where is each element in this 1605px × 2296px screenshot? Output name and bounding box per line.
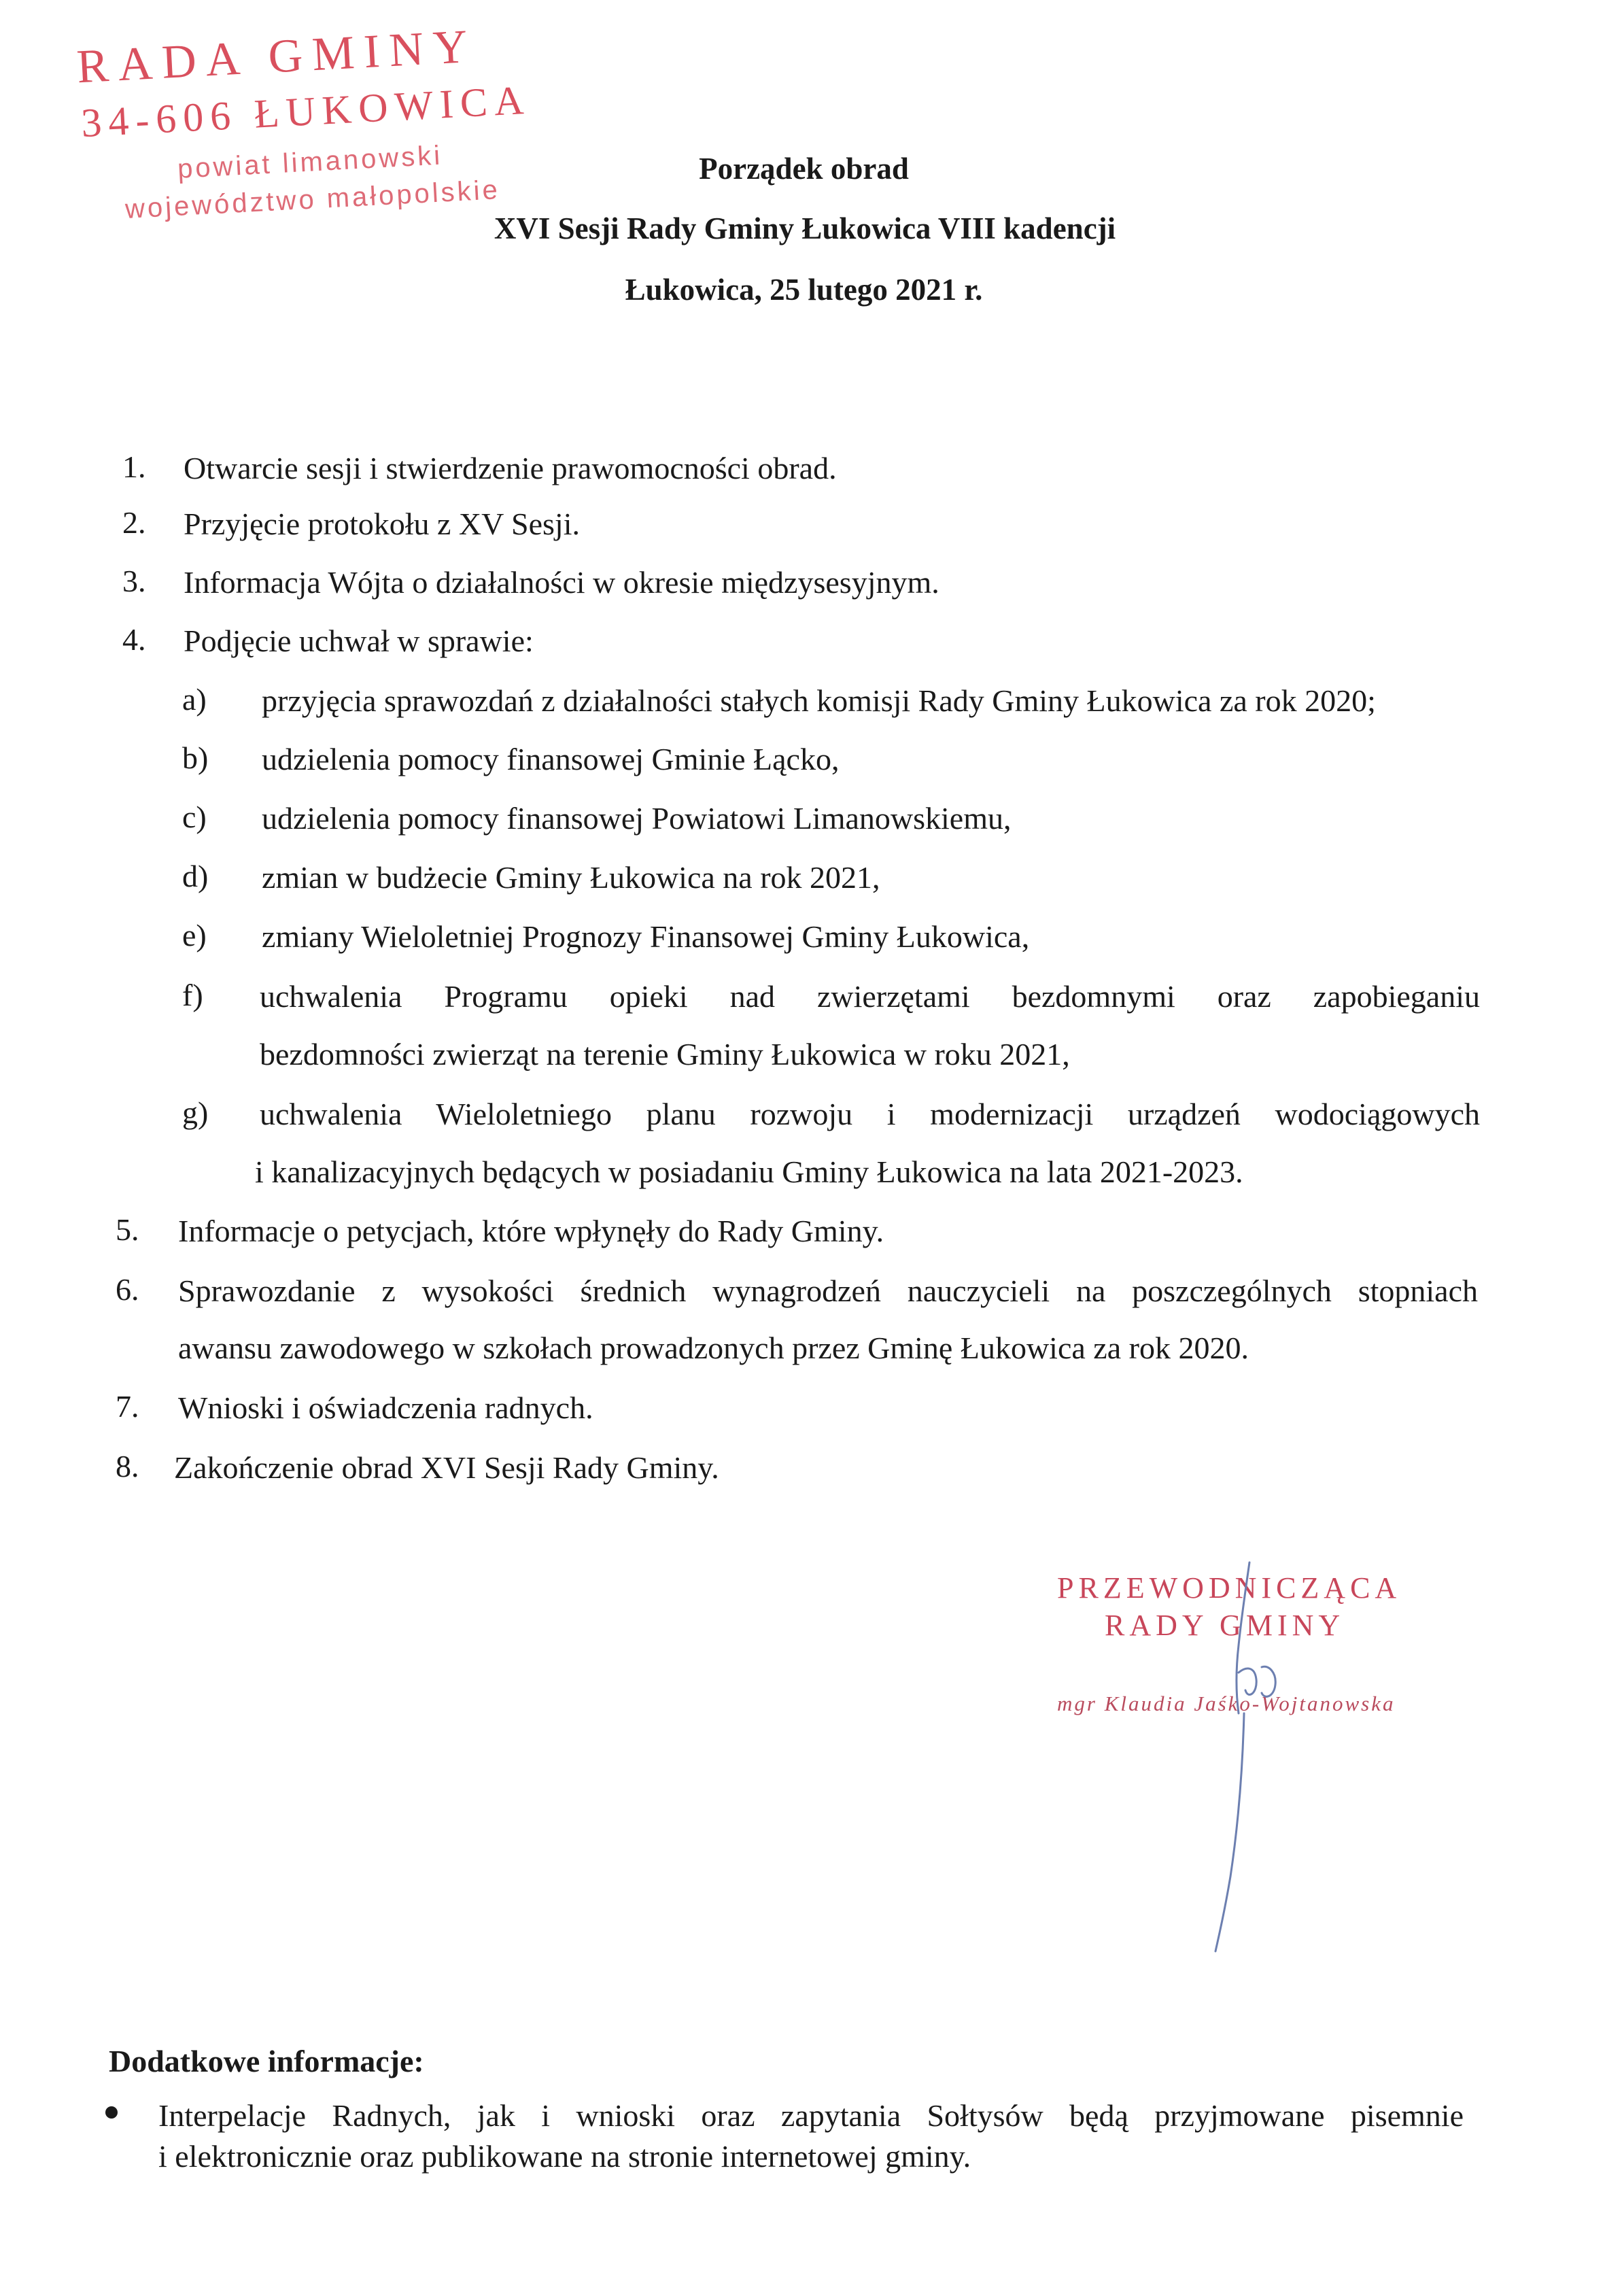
additional-info-text xyxy=(158,2095,1464,2177)
agenda-number: 7. xyxy=(116,1389,139,1424)
stamp-line-county: powiat limanowski xyxy=(176,140,444,184)
additional-info-heading: Dodatkowe informacje: xyxy=(109,2044,424,2078)
document-date: Łukowica, 25 lutego 2021 r. xyxy=(625,273,983,307)
agenda-item-text: Wnioski i oświadczenia radnych. xyxy=(178,1390,593,1425)
stamp-line-voivodeship: województwo małopolskie xyxy=(124,175,501,224)
document-subtitle: XVI Sesji Rady Gminy Łukowica VIII kadencji xyxy=(494,211,1116,245)
subitem-text: przyjęcia sprawozdań z działalności stałych komisji Rady Gminy Łukowica za rok 2020; xyxy=(262,683,1376,718)
subitem-text: uchwalenia Wieloletniego planu rozwoju i modernizacji urządzeń wodociągowych xyxy=(260,1097,1480,1131)
agenda-number: 6. xyxy=(116,1272,139,1307)
agenda-item-text: Otwarcie sesji i stwierdzenie prawomocności obrad. xyxy=(184,451,837,485)
signature-name: mgr Klaudia Jaśko-Wojtanowska xyxy=(1057,1692,1396,1715)
agenda-number: 5. xyxy=(116,1212,139,1247)
agenda-number: 1. xyxy=(122,449,146,484)
subitem-letter: c) xyxy=(182,800,207,834)
agenda-number: 3. xyxy=(122,564,146,598)
subitem-letter: d) xyxy=(182,859,209,893)
agenda-item-text: Informacje o petycjach, które wpłynęły do Rady Gminy. xyxy=(178,1214,884,1248)
signature-role: PRZEWODNICZĄCA xyxy=(1057,1571,1402,1605)
stamp-line-address: 34-606 ŁUKOWICA xyxy=(80,77,532,146)
subitem-text-continued: i kanalizacyjnych będących w posiadaniu Gminy Łukowica na lata 2021-2023. xyxy=(255,1154,1243,1189)
agenda-item-text: Podjęcie uchwał w sprawie: xyxy=(184,623,534,658)
agenda-item-text: Zakończenie obrad XVI Sesji Rady Gminy. xyxy=(174,1450,719,1485)
subitem-text: uchwalenia Programu opieki nad zwierzętami bezdomnymi oraz zapobieganiu xyxy=(260,979,1480,1014)
additional-info-line: i elektronicznie oraz publikowane na stronie internetowej gminy. xyxy=(158,2138,971,2174)
signature-body: RADY GMINY xyxy=(1105,1609,1345,1642)
document-title: Porządek obrad xyxy=(699,152,909,186)
subitem-text-continued: bezdomności zwierząt na terenie Gminy Łukowica w roku 2021, xyxy=(260,1037,1070,1072)
agenda-item-text-continued: awansu zawodowego w szkołach prowadzonych przez Gminę Łukowica za rok 2020. xyxy=(178,1331,1249,1365)
additional-info-line: Interpelacje Radnych, jak i wnioski oraz zapytania Sołtysów będą przyjmowane pisemnie xyxy=(158,2098,1464,2133)
subitem-letter: a) xyxy=(182,682,207,717)
bullet-icon xyxy=(105,2106,118,2119)
agenda-item-text: Informacja Wójta o działalności w okresie międzysesyjnym. xyxy=(184,565,939,600)
agenda-number: 2. xyxy=(122,505,146,540)
agenda-item-text: Przyjęcie protokołu z XV Sesji. xyxy=(184,507,580,541)
stamp-line-council: RADA GMINY xyxy=(75,20,479,94)
agenda-number: 8. xyxy=(116,1449,139,1484)
subitem-letter: f) xyxy=(182,978,203,1012)
subitem-text: zmian w budżecie Gminy Łukowica na rok 2021, xyxy=(262,860,880,895)
agenda-item-text: Sprawozdanie z wysokości średnich wynagrodzeń nauczycieli na poszczególnych stopniach xyxy=(178,1273,1478,1308)
agenda-number: 4. xyxy=(122,622,146,657)
subitem-text: udzielenia pomocy finansowej Gminie Łącko, xyxy=(262,742,840,776)
subitem-text: zmiany Wieloletniej Prognozy Finansowej Gminy Łukowica, xyxy=(262,919,1030,954)
subitem-text: udzielenia pomocy finansowej Powiatowi Limanowskiemu, xyxy=(262,801,1012,836)
subitem-letter: b) xyxy=(182,740,209,775)
subitem-letter: e) xyxy=(182,918,207,953)
subitem-letter: g) xyxy=(182,1095,209,1130)
